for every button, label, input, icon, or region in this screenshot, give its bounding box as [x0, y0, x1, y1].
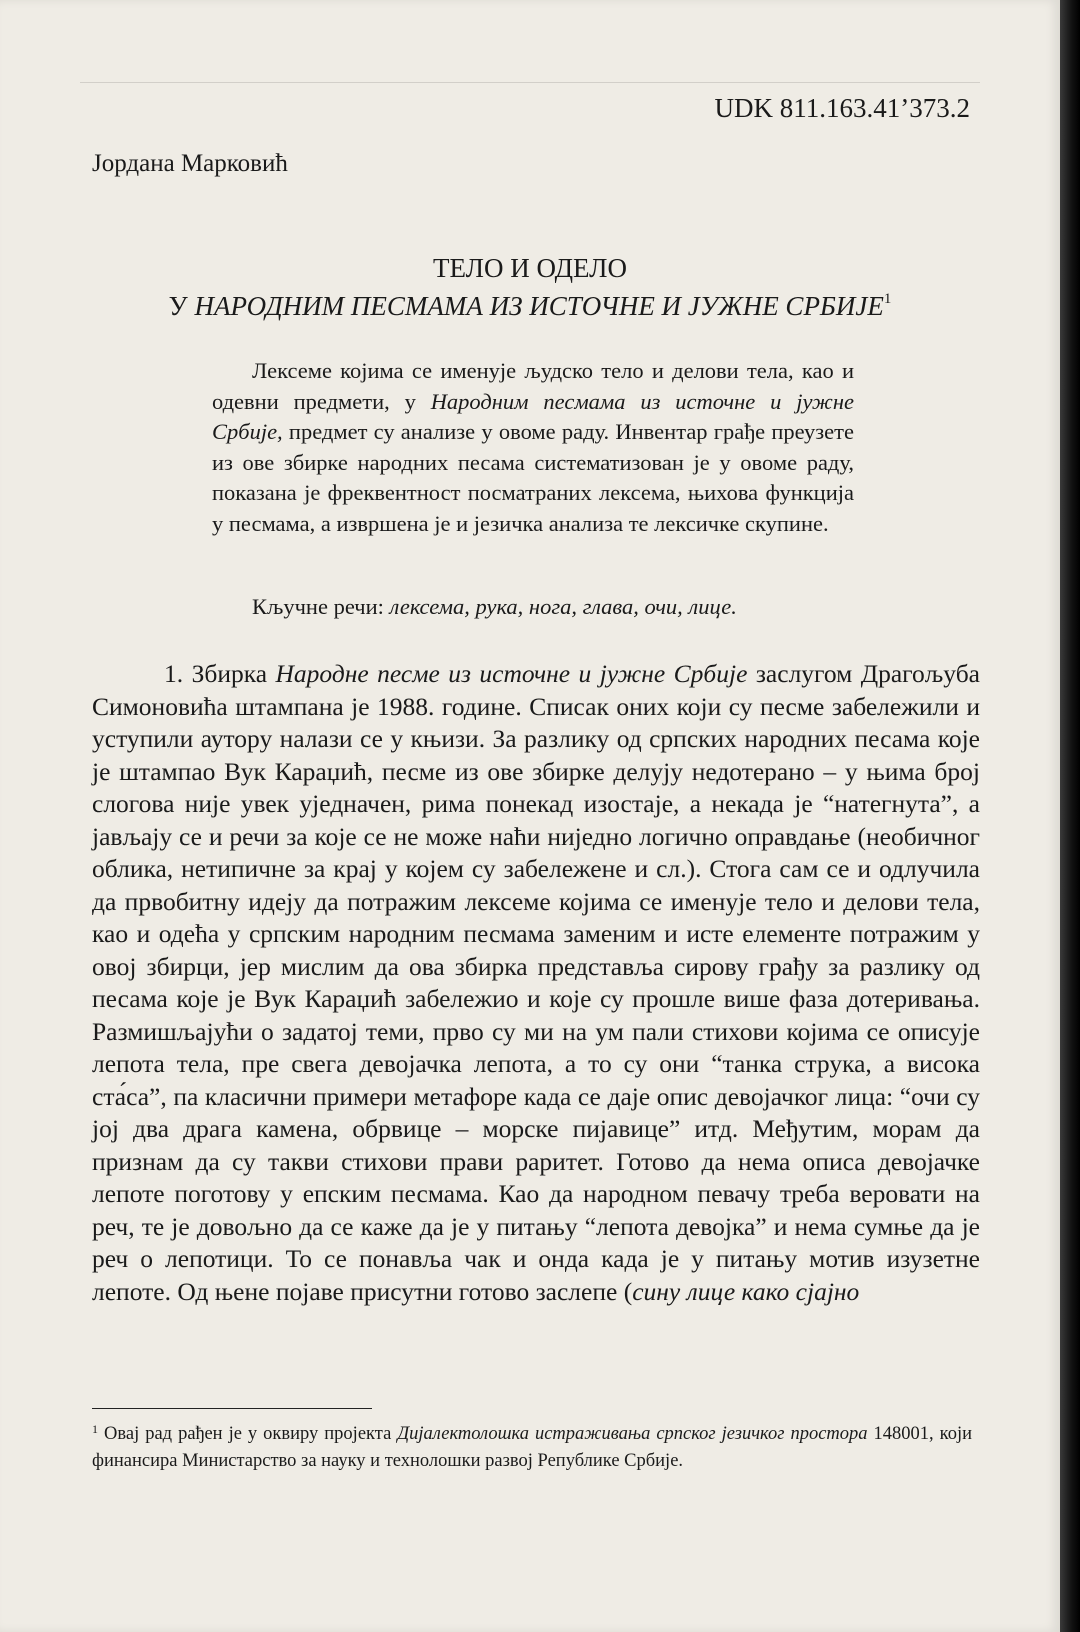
body-text-1: 1. Збирка: [164, 659, 276, 688]
title-line-2-italic: НАРОДНИМ ПЕСМАМА ИЗ ИСТОЧНЕ И ЈУЖНЕ СРБИЈЕ: [194, 291, 884, 321]
footnote-italic: Дијалектолошка истраживања српског језичког простора: [397, 1424, 868, 1444]
footnote-mark: 1: [92, 1422, 98, 1436]
abstract-text-1: Лексеме којима се именује људско тело и делови тела, као и одевни предмети, у: [212, 358, 854, 414]
body-text: [92, 658, 980, 1308]
abstract-paragraph: [212, 356, 854, 539]
keywords-values: лексема, рука, нога, глава, очи, лице.: [389, 594, 737, 619]
footnote-paragraph: [92, 1416, 972, 1475]
footnote-text-2: 148001, који финансира Министарство за науку и технолошки развој Републике Србије.: [92, 1424, 973, 1471]
footnote-divider: [92, 1408, 372, 1409]
abstract-text-2: предмет су анализе у овоме раду. Инвентар грађе преузете из ове збирке народних песама систематизован је у овоме раду, показана је фреквентност посматраних лексема, њихова функција у песмама, а извршена је и језичка анализа те лексичке скупине.: [212, 419, 854, 536]
body-paragraph: [92, 658, 980, 1308]
body-italic-2: сину лице како сјајно: [632, 1276, 860, 1306]
footnote: [92, 1416, 972, 1475]
abstract-italic: Народним песмама из источне и јужне Србије,: [212, 388, 854, 444]
footnote-reference[interactable]: 1: [883, 291, 892, 307]
title-line-2: [80, 291, 980, 322]
udk-code: UDK 811.163.41’373.2: [714, 93, 970, 123]
header-rule: [80, 82, 980, 83]
title-line-2-prefix: У: [168, 291, 195, 321]
footnote-text-1: Овај рад рађен је у оквиру пројекта: [104, 1424, 398, 1444]
author-name: Јордана Марковић: [92, 150, 288, 177]
abstract: [212, 356, 854, 539]
title-line-1: ТЕЛО И ОДЕЛО: [433, 253, 627, 283]
keywords: [252, 594, 872, 620]
body-text-2: заслугом Драгољуба Симоновића штампана је 1988. године. Списак оних који су песме забележили и уступили аутору налази се у књизи. За разлику од српских народних песама које је штампао Вук Караџић, песме из ове збирке делују недотерано – у њима број слогова није увек уједначен, рима понекад изостаје, а некада је “натегнута”, а јављају се и речи за које се не може наћи ниједно логично оправдање (необичног облика, нетипичне за крај у којем су забележене и сл.). Стога сам се и одлучила да првобитну идеју да потражим лексеме којима се именује тело и делови тела, као и одећа у српским народним песмама заменим и исте елементе потражим у овој збирци, јер мислим да ова збирка представља сирову грађу за разлику од песама које је Вук Караџић забележио и које су прошле више фаза дотеривања. Размишљајући о задатој теми, прво су ми на ум пали стихови којима се описује лепота тела, пре свега девојачка лепота, а то су они “танка струка, а висока ста́са”, па класични примери метафоре када се даје опис девојачког лица: “очи су јој два драга камена, обрвице – морске пијавице” итд. Међутим, морам да признам да су такви стихови прави раритет. Готово да нема описа девојачке лепоте поготову у епским песмама. Као да народном певачу треба веровати на реч, те је довољно да се каже да је у питању “лепота девојка” и нема сумње да је реч о лепотици. То се понавља чак и онда када је у питању мотив изузетне лепоте. Од њене појаве присутни готово заслепе (: [92, 659, 981, 1306]
keywords-label: Кључне речи:: [252, 594, 390, 619]
body-italic-1: Народне песме из источне и јужне Србије: [275, 659, 748, 688]
book-spine: [1060, 0, 1080, 1632]
